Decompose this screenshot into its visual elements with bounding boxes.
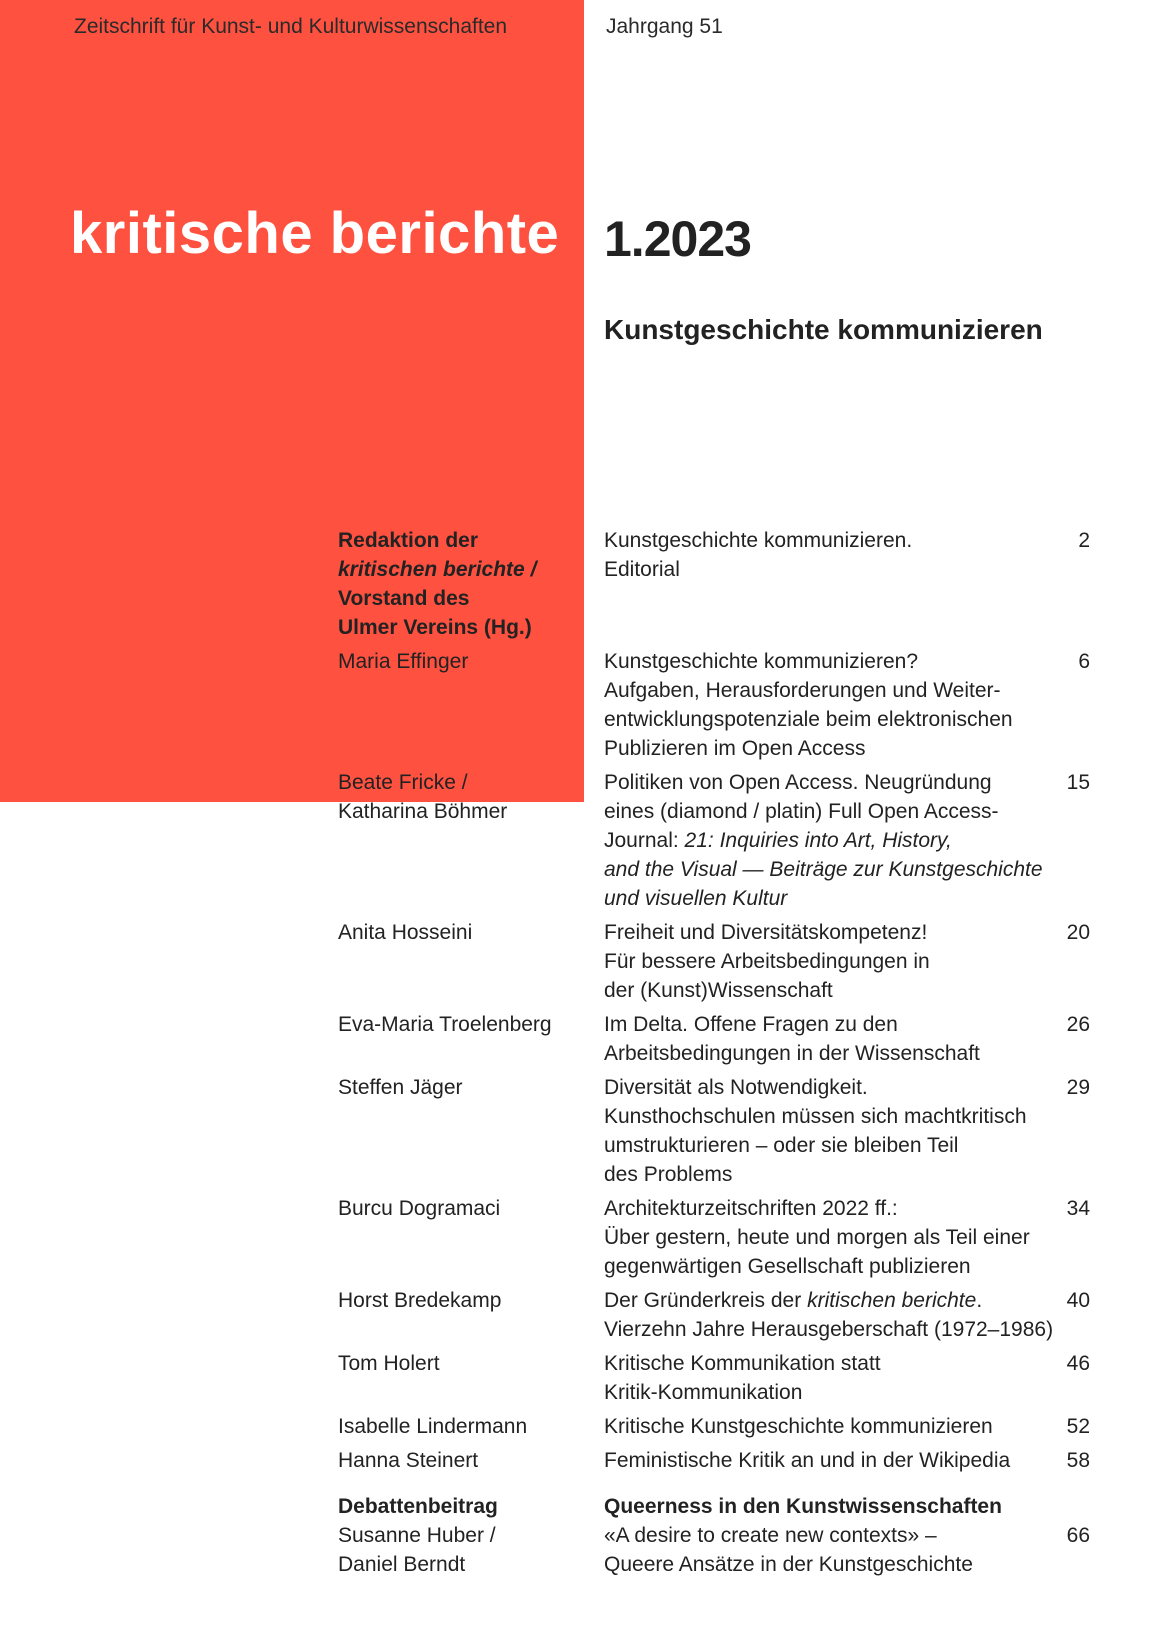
toc-title: Kunstgeschichte kommunizieren. Editorial <box>604 529 913 581</box>
journal-title: kritische berichte <box>70 201 560 266</box>
issue-theme: Kunstgeschichte kommunizieren <box>604 314 1043 345</box>
toc-author: Hanna Steinert <box>338 1449 479 1472</box>
toc-author: Anita Hosseini <box>338 921 473 944</box>
toc-title: «A desire to create new contexts» – Queere Ansätze in der Kunstgeschichte <box>604 1524 973 1576</box>
journal-volume: Jahrgang 51 <box>606 15 723 38</box>
toc-title: Kritische Kommunikation statt Kritik-Kommunikation <box>604 1352 881 1404</box>
toc-author: Horst Bredekamp <box>338 1289 502 1312</box>
table-of-contents <box>338 526 1098 1579</box>
toc-title: Der Gründerkreis der kritischen berichte. Vierzehn Jahre Herausgeberschaft (1972–1986) <box>604 1289 1054 1341</box>
toc-page-number: 66 <box>1066 1524 1090 1547</box>
toc-page-number: 40 <box>1066 1289 1090 1312</box>
toc-author: Tom Holert <box>338 1352 440 1375</box>
toc-author: Redaktion der kritischen berichte / Vorstand des Ulmer Vereins (Hg.) <box>338 529 537 639</box>
toc-author: Susanne Huber / Daniel Berndt <box>338 1524 496 1576</box>
toc-page-number: 58 <box>1066 1449 1090 1472</box>
toc-entry[interactable] <box>338 1446 1098 1475</box>
toc-author: Eva-Maria Troelenberg <box>338 1013 552 1036</box>
toc-entry[interactable] <box>338 1194 1098 1281</box>
toc-page-number: 29 <box>1066 1076 1090 1099</box>
toc-section-title: Queerness in den Kunstwissenschaften <box>604 1495 1002 1518</box>
toc-author: Maria Effinger <box>338 650 469 673</box>
toc-entry[interactable] <box>338 1073 1098 1189</box>
toc-entry[interactable] <box>338 1010 1098 1068</box>
toc-author: Burcu Dogramaci <box>338 1197 501 1220</box>
toc-page-number: 34 <box>1066 1197 1090 1220</box>
toc-author: Steffen Jäger <box>338 1076 463 1099</box>
toc-title: Architekturzeitschriften 2022 ff.: Über gestern, heute und morgen als Teil einer gegenwärtigen Gesellschaft publizieren <box>604 1197 1030 1278</box>
toc-page-number: 6 <box>1078 650 1090 673</box>
toc-title: Kritische Kunstgeschichte kommunizieren <box>604 1415 993 1438</box>
toc-title: Feministische Kritik an und in der Wikipedia <box>604 1449 1011 1472</box>
toc-page-number: 2 <box>1078 529 1090 552</box>
toc-entry[interactable] <box>338 1412 1098 1441</box>
toc-entry[interactable] <box>338 1286 1098 1344</box>
toc-page-number: 15 <box>1066 771 1090 794</box>
toc-author: Beate Fricke / Katharina Böhmer <box>338 771 508 823</box>
toc-title: Politiken von Open Access. Neugründung eines (diamond / platin) Full Open Access- Journal: 21: Inquiries into Art, History, and the Visual — Beiträge zur Kunstgeschichte und visuellen Kultur <box>604 771 1043 910</box>
toc-page-number: 20 <box>1066 921 1090 944</box>
toc-entry[interactable] <box>338 647 1098 763</box>
toc-entry-editorial[interactable] <box>338 526 1098 642</box>
toc-title: Im Delta. Offene Fragen zu den Arbeitsbedingungen in der Wissenschaft <box>604 1013 980 1065</box>
toc-section-label: Debattenbeitrag <box>338 1495 498 1518</box>
toc-entry[interactable] <box>338 1349 1098 1407</box>
toc-entry-debate[interactable] <box>338 1521 1098 1579</box>
issue-number: 1.2023 <box>604 211 751 267</box>
toc-page-number: 26 <box>1066 1013 1090 1036</box>
toc-page-number: 52 <box>1066 1415 1090 1438</box>
toc-title: Kunstgeschichte kommunizieren? Aufgaben, Herausforderungen und Weiter- entwicklungspotenziale beim elektronischen Publizieren im Open Access <box>604 650 1013 760</box>
toc-entry[interactable] <box>338 918 1098 1005</box>
toc-author: Isabelle Lindermann <box>338 1415 528 1438</box>
toc-page-number: 46 <box>1066 1352 1090 1375</box>
journal-series: Zeitschrift für Kunst- und Kulturwissenschaften <box>74 15 508 38</box>
toc-entry[interactable] <box>338 768 1098 913</box>
toc-section-debate <box>338 1492 1098 1521</box>
toc-title: Freiheit und Diversitätskompetenz! Für bessere Arbeitsbedingungen in der (Kunst)Wissenschaft <box>604 921 930 1002</box>
toc-title: Diversität als Notwendigkeit. Kunsthochschulen müssen sich machtkritisch umstrukturieren – oder sie bleiben Teil des Problems <box>604 1076 1027 1186</box>
